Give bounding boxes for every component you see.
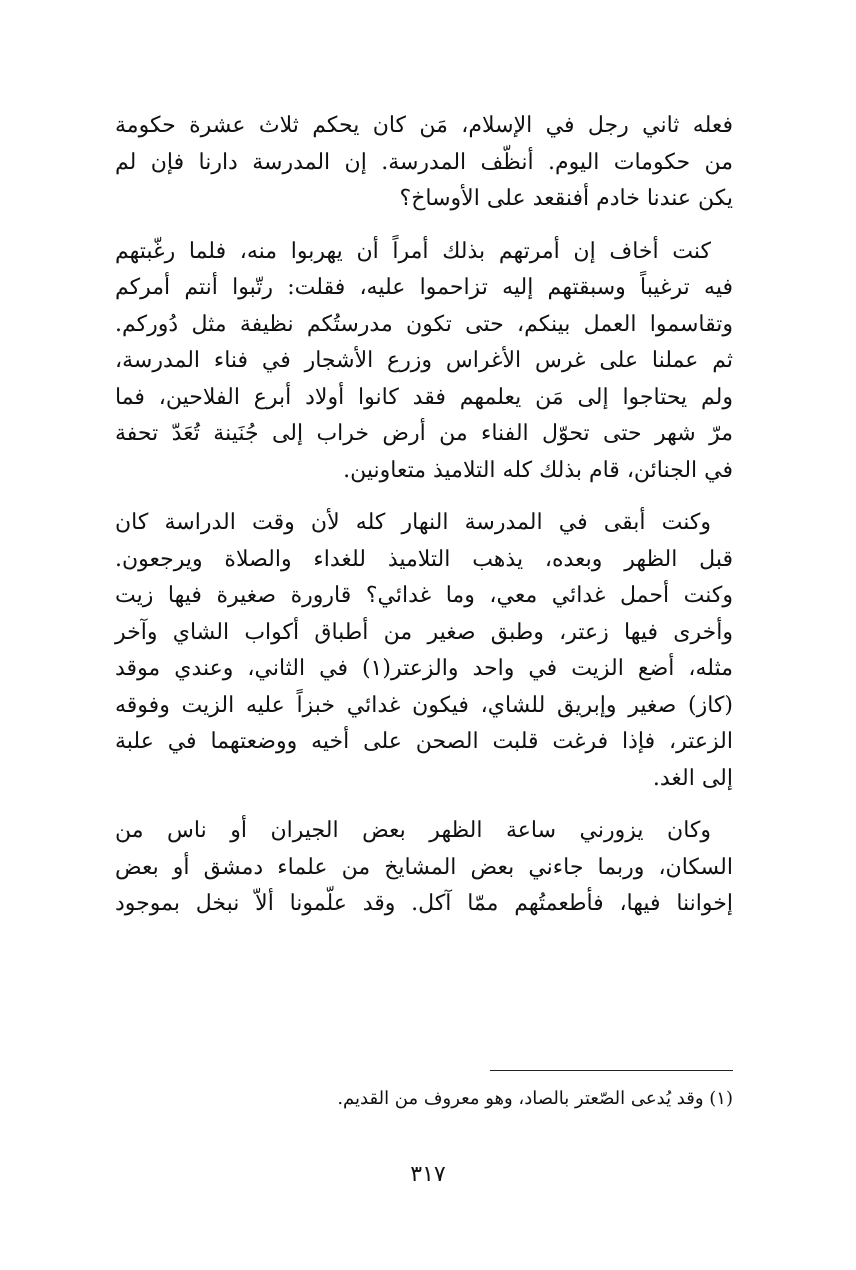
text-line: الزعتر، فإذا فرغت قلبت الصحن على أخيه ووضعتهما في علبة [115, 729, 733, 754]
text-line: ثم عملنا على غرس الأغراس وزرع الأشجار في فناء المدرسة، [115, 348, 733, 373]
text-line: فيه ترغيباً وسبقتهم إليه تزاحموا عليه، فقلت: رتّبوا أنتم أمركم [115, 275, 733, 300]
text-line: يكن عندنا خادم أفنقعد على الأوساخ؟ [399, 186, 733, 211]
paragraph [115, 505, 733, 797]
text-line: فعله ثاني رجل في الإسلام، مَن كان يحكم ثلاث عشرة حكومة [115, 113, 733, 138]
text-line: كنت أخاف إن أمرتهم بذلك أمراً أن يهربوا منه، فلما رغّبتهم [115, 238, 711, 264]
paragraph [115, 234, 733, 490]
text-line: وكنت أبقى في المدرسة النهار كله لأن وقت الدراسة كان [115, 510, 711, 535]
page-number: ٣١٧ [410, 1162, 446, 1187]
text-line: ولم يحتاجوا إلى مَن يعلمهم فقد كانوا أولاد أبرع الفلاحين، فما [115, 384, 733, 410]
text-line: وكان يزورني ساعة الظهر بعض الجيران أو ناس من [115, 818, 711, 843]
text-line: قبل الظهر وبعده، يذهب التلاميذ للغداء والصلاة ويرجعون. [115, 546, 733, 572]
text-line: (كاز) صغير وإبريق للشاي، فيكون غدائي خبزاً عليه الزيت وفوقه [115, 692, 733, 718]
paragraph [115, 108, 733, 218]
text-line: إخواننا فيها، فأطعمتُهم ممّا آكل. وقد علّمونا ألاّ نبخل بموجود [115, 891, 733, 916]
text-line: من حكومات اليوم. أنظّف المدرسة. إن المدرسة دارنا فإن لم [115, 149, 733, 175]
text-line: مرّ شهر حتى تحوّل الفناء من أرض خراب إلى جُنَينة تُعَدّ تحفة [115, 421, 733, 446]
text-line: إلى الغد. [652, 765, 733, 791]
text-line: وكنت أحمل غدائي معي، وما غدائي؟ قارورة صغيرة فيها زيت [115, 583, 733, 608]
body-text [115, 108, 733, 923]
text-line: في الجنائن، قام بذلك كله التلاميذ متعاونين. [343, 457, 733, 483]
footnote: (١) وقد يُدعى الصّعتر بالصاد، وهو معروف من القديم. [337, 1088, 733, 1109]
text-line: وأخرى فيها زعتر، وطبق صغير من أطباق أكواب الشاي وآخر [115, 619, 733, 645]
text-line: مثله، أضع الزيت في واحد والزعتر(١) في الثاني، وعندي موقد [115, 656, 733, 681]
text-line: السكان، وربما جاءني بعض المشايخ من علماء دمشق أو بعض [115, 854, 734, 880]
paragraph [115, 813, 733, 923]
text-line: وتقاسموا العمل بينكم، حتى تكون مدرستُكم نظيفة مثل دُوركم. [115, 311, 733, 337]
footnote-divider [490, 1070, 733, 1071]
